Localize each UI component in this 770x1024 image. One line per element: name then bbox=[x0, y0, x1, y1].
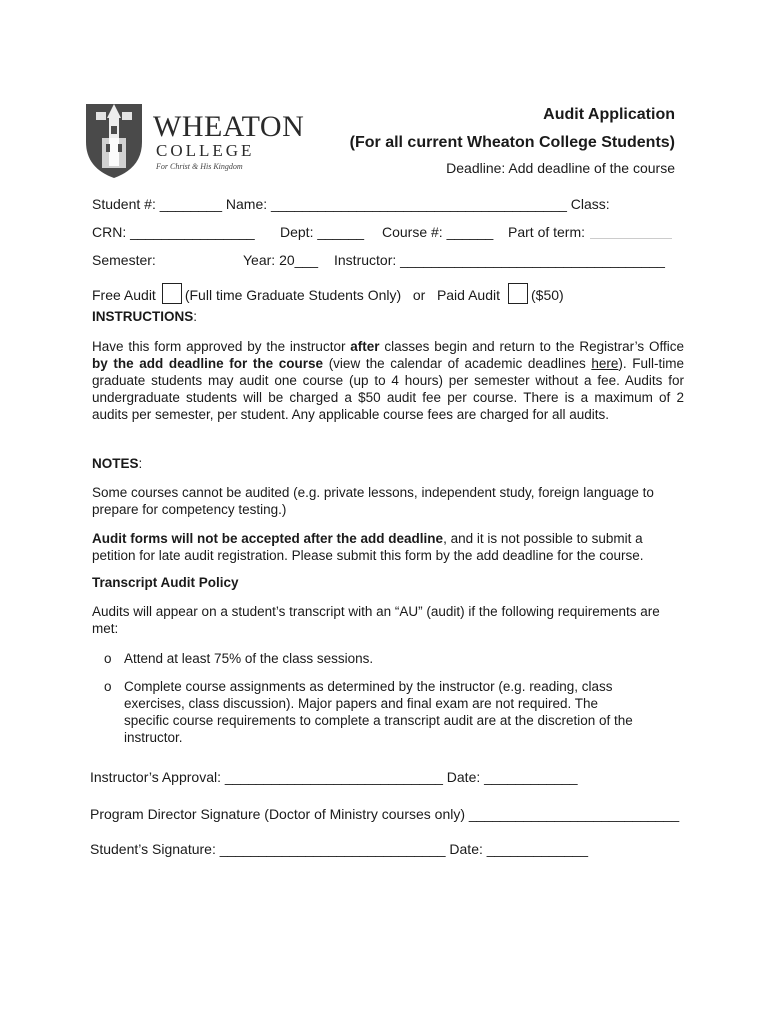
dept-field[interactable]: Dept: ______ bbox=[280, 224, 365, 240]
requirements-list bbox=[104, 650, 644, 746]
policy-intro: Audits will appear on a student’s transcript with an “AU” (audit) if the following requirements are met: bbox=[92, 604, 660, 636]
free-audit-checkbox[interactable] bbox=[162, 283, 182, 304]
notes-heading: NOTES: bbox=[92, 456, 143, 471]
part-of-term-field[interactable]: Part of term: bbox=[508, 224, 586, 240]
logo-subtitle: COLLEGE bbox=[156, 141, 255, 160]
or-label: or bbox=[412, 287, 426, 303]
instructor-approval-line[interactable]: Instructor’s Approval: ____________________________ Date: ____________ bbox=[90, 769, 578, 785]
notes-paragraph-2: Audit forms will not be accepted after the add deadline, and it is not possible to submit a petition for late audit registration. Please submit this form by the add deadline for the course. bbox=[92, 531, 644, 563]
deadlines-calendar-link[interactable]: here bbox=[591, 356, 619, 371]
paid-audit-label: Paid Audit bbox=[436, 287, 500, 303]
notes-paragraph-1: Some courses cannot be audited (e.g. private lessons, independent study, foreign language to prepare for competency testing.) bbox=[92, 485, 654, 517]
paid-audit-note: ($50) bbox=[531, 287, 564, 303]
paid-audit-checkbox[interactable] bbox=[508, 283, 528, 304]
list-item: o Attend at least 75% of the class sessions. bbox=[104, 651, 374, 666]
instructions-paragraph: Have this form approved by the instructor after classes begin and return to the Registrar’s Office by the add deadline for the course (view the calendar of academic deadlines here). Full-time graduate students may audit one course (up to 4 hours) per semester without a fee. Audits for undergraduate students will be charged a $50 audit fee per course. There is a maximum of 2 audits per semester, per student. Any applicable course fees are charged for all audits. bbox=[92, 339, 685, 422]
policy-heading: Transcript Audit Policy bbox=[92, 575, 239, 590]
free-audit-label: Free Audit bbox=[92, 287, 156, 303]
page-title: Audit Application bbox=[543, 106, 675, 123]
list-item: o Complete course assignments as determined by the instructor (e.g. reading, class exercises, class discussion). Major papers and final exam are not required. The specific course requirements to complete a transcript audit are at the discretion of the instructor. bbox=[104, 679, 633, 745]
audit-type-row bbox=[92, 283, 564, 304]
crn-field[interactable]: CRN: ________________ bbox=[92, 224, 255, 240]
instructor-field[interactable]: Instructor: __________________________________ bbox=[334, 252, 665, 268]
logo-motto: For Christ & His Kingdom bbox=[156, 162, 243, 171]
semester-field[interactable]: Semester: bbox=[92, 252, 156, 268]
student-signature-line[interactable]: Student’s Signature: _____________________________ Date: _____________ bbox=[90, 841, 588, 857]
year-field[interactable]: Year: 20___ bbox=[243, 252, 318, 268]
instructions-heading: INSTRUCTIONS: bbox=[92, 309, 198, 324]
course-number-field[interactable]: Course #: ______ bbox=[382, 224, 494, 240]
page-subtitle: (For all current Wheaton College Students) bbox=[349, 134, 675, 151]
college-crest-icon bbox=[82, 98, 146, 180]
part-of-term-line bbox=[590, 238, 672, 239]
logo-wordmark: WHEATON bbox=[153, 110, 305, 143]
program-director-signature-line[interactable]: Program Director Signature (Doctor of Ministry courses only) ___________________________ bbox=[90, 806, 680, 822]
student-info-row[interactable]: Student #: ________ Name: ______________________________________ Class: bbox=[92, 196, 610, 212]
free-audit-note: (Full time Graduate Students Only) bbox=[184, 287, 402, 303]
deadline-text: Deadline: Add deadline of the course bbox=[446, 160, 675, 176]
